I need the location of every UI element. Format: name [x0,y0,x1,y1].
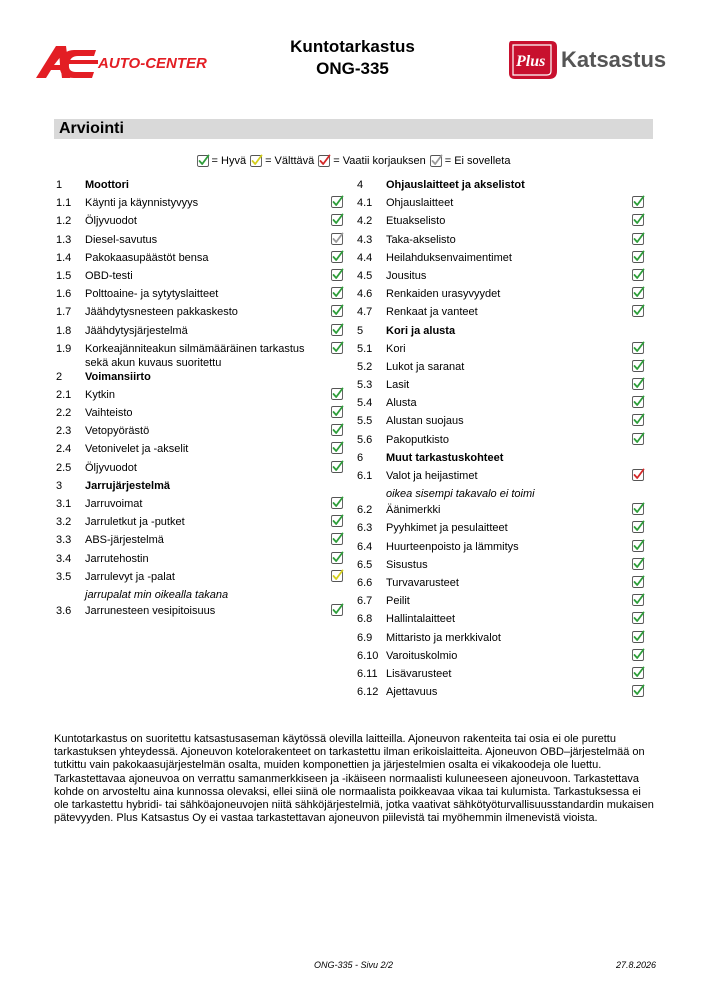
item-number: 1.2 [56,215,72,228]
item-label: Vetopyörästö [85,425,150,438]
category-label: Moottori [85,179,129,191]
checkbox-repair-icon [318,154,331,167]
item-number: 4.1 [357,197,373,210]
checkbox-good-icon [331,514,344,527]
item-label: Kytkin [85,388,115,401]
checklist-row [355,469,645,487]
status-checkbox [632,377,645,390]
page-title-line2: ONG-335 [316,59,389,78]
status-checkbox [331,405,344,418]
status-checkbox [331,551,344,564]
checkbox-good-icon [632,611,645,624]
section-title: Arviointi [59,120,124,137]
item-number: 6.8 [357,613,373,626]
status-checkbox [331,286,344,299]
item-label: Vaihteisto [85,407,133,420]
status-checkbox [331,195,344,208]
checklist-row [355,287,645,305]
checklist-row [54,515,344,533]
checkbox-repair-icon [632,468,645,481]
disclaimer-text: Kuntotarkastus on suoritettu katsastusaseman käytössä olevilla laitteilla. Ajoneuvon rakenteita tai osia ei ole purettu tarkastuksen yhteydessä. Ajoneuvon kotelorakenteet on tarkastettu ilman erikoislaitteita. Ajoneuvon OBD–järjestelmää on tutkittu vain pakokaasujärjestelmän osalta, muiden komponettien ja järjestelmien osalta ei vikakoodeja ole luettu. Tarkastettavaa ajoneuvoa on verrattu samanmerkkiseen ja -ikäiseen normaalisti kuluneeseen ajoneuvoon. Tarkastettava kohde on arvosteltu aina kunnossa olevaksi, ellei siinä ole normaalista poikkeavaa vikaa tai kulumista. Tarkastuksessa ei ole tarkastettu hybridi- tai sähköajoneuvojen niitä sähköjärjestelmiä, jotka vaativat sähkötyöturvallisuusstandardin mukaisen pätevyyden. Plus Katsastus Oy ei vastaa tarkastettavan ajoneuvon piilevistä tai myöhemmin ilmenevistä vioista. [54,733,654,825]
auto-center-logo [34,42,214,82]
checklist-row [355,233,645,251]
item-label: Jäähdytysjärjestelmä [85,324,188,337]
checkbox-fair-icon [331,569,344,582]
checklist-row [54,497,344,515]
category-row [54,178,344,196]
item-label: Sisustus [386,558,428,571]
checkbox-good-icon [632,213,645,226]
item-number: 4.7 [357,306,373,319]
item-number: 3.6 [56,604,72,617]
checklist-row [54,570,344,588]
item-label: Varoituskolmio [386,649,458,662]
checkbox-good-icon [632,684,645,697]
item-label: Valot ja heijastimet [386,470,478,482]
status-checkbox [331,232,344,245]
checklist-row [355,378,645,396]
checkbox-good-icon [197,154,210,167]
status-legend [54,154,653,170]
item-number: 5.4 [357,397,373,410]
category-label: Voimansiirto [85,370,151,383]
checkbox-good-icon [632,359,645,372]
footer-page-label: ONG-335 - Sivu 2/2 [313,960,394,970]
checklist-row [355,558,645,576]
item-label: Polttoaine- ja sytytyslaitteet [85,288,219,301]
item-number: 3.2 [56,516,72,529]
checklist-row [54,424,344,442]
status-checkbox [331,341,344,354]
item-number: 5.1 [357,342,373,355]
checkbox-good-icon [632,195,645,208]
checklist-row [355,342,645,360]
item-number: 4.5 [357,269,373,282]
checkbox-good-icon [632,432,645,445]
category-row [355,451,645,469]
category-row [355,324,645,342]
item-label: Öljyvuodot [85,215,137,228]
status-checkbox [331,213,344,226]
checklist-row [54,305,344,323]
legend-label: = Ei sovelleta [444,154,511,167]
checklist-row [355,540,645,558]
item-number: 6.2 [357,504,373,517]
note-row [355,487,645,503]
auto-center-logo-text: AUTO-CENTER [98,55,207,72]
item-label: Vetonivelet ja -akselit [85,443,189,456]
status-checkbox [632,213,645,226]
status-checkbox [331,460,344,473]
checkbox-good-icon [331,213,344,226]
footer-date: 27.8.2026 [615,960,656,970]
item-number: 2.3 [56,425,72,438]
item-label: Ajettavuus [386,686,438,699]
checklist-row [54,442,344,460]
item-number: 6.3 [357,522,373,535]
checkbox-good-icon [632,250,645,263]
item-number: 3.5 [56,570,72,583]
legend-label: = Vaatii korjauksen [333,154,426,167]
status-checkbox [632,250,645,263]
checkbox-fair-icon [250,154,263,167]
item-label: Taka-akselisto [386,233,456,246]
item-number: 3.4 [56,552,72,565]
item-label: Lukot ja saranat [386,360,465,373]
checklist-row [355,521,645,539]
item-label: Pakoputkisto [386,433,449,446]
checkbox-good-icon [632,395,645,408]
status-checkbox [632,468,645,481]
status-checkbox [331,532,344,545]
status-checkbox [632,520,645,533]
item-number: 5.6 [357,433,373,446]
status-checkbox [632,195,645,208]
checklist-row [54,552,344,570]
item-number: 6.11 [357,667,378,680]
checklist-row [54,196,344,214]
plus-badge-text: Plus [516,53,546,70]
checklist-row [54,406,344,424]
status-checkbox [331,268,344,281]
item-number: 5.3 [357,379,373,392]
status-checkbox [331,514,344,527]
item-label: Jarruvoimat [85,498,143,510]
item-label: Jousitus [386,269,427,282]
item-note: jarrupalat min oikealla takana [85,588,229,601]
legend-label: = Hyvä [211,154,247,167]
checklist-row [355,594,645,612]
item-number: 2.5 [56,461,72,474]
status-checkbox [331,250,344,263]
item-number: 6.6 [357,576,373,589]
item-label: Jarrulevyt ja -palat [85,570,175,583]
item-number: 3 [56,479,63,492]
checklist-row [54,604,344,622]
item-label: Huurteenpoisto ja lämmitys [386,540,519,553]
item-number: 4.2 [357,215,373,228]
checklist-row [54,533,344,551]
item-note: oikea sisempi takavalo ei toimi [386,488,535,501]
status-checkbox [632,268,645,281]
checkbox-good-icon [632,520,645,533]
checkbox-good-icon [331,460,344,473]
item-number: 1.9 [56,342,72,355]
item-number: 6 [357,451,364,464]
item-label: Lasit [386,379,410,392]
item-number: 1.5 [56,269,72,282]
checkbox-good-icon [331,286,344,299]
item-label: Jarrutehostin [85,552,149,565]
katsastus-logo-text: Katsastus [561,47,667,72]
checklist-row [54,251,344,269]
status-checkbox [331,603,344,616]
item-number: 1.6 [56,288,72,301]
checklist-row [355,396,645,414]
status-checkbox [331,423,344,436]
checkbox-good-icon [331,405,344,418]
status-checkbox [632,413,645,426]
checkbox-good-icon [632,539,645,552]
checklist-row [355,269,645,287]
checklist-row [355,612,645,630]
category-label: Kori ja alusta [386,324,456,337]
status-checkbox [632,666,645,679]
checklist-row [54,233,344,251]
checklist-row [355,414,645,432]
item-number: 3.3 [56,534,72,547]
checkbox-good-icon [632,304,645,317]
item-label: Pakokaasupäästöt bensa [85,251,209,264]
checkbox-good-icon [331,341,344,354]
status-checkbox [632,611,645,624]
item-number: 1.7 [56,306,72,319]
checklist-row [54,287,344,305]
checkbox-good-icon [331,551,344,564]
item-number: 6.10 [357,649,379,662]
checkbox-good-icon [632,648,645,661]
checklist-row [54,342,344,370]
legend-item-fair [250,154,314,167]
checkbox-good-icon [331,323,344,336]
page-title-line1: Kuntotarkastus [290,37,415,56]
item-label: Öljyvuodot [85,461,137,474]
checkbox-good-icon [632,341,645,354]
checklist-row [355,667,645,685]
checkbox-good-icon [632,575,645,588]
item-label: Jarrunesteen vesipitoisuus [85,604,216,617]
checkbox-good-icon [632,286,645,299]
checklist-row [54,461,344,479]
checklist-row [355,685,645,703]
status-checkbox [632,557,645,570]
checkbox-good-icon [632,666,645,679]
category-row [54,479,344,497]
item-number: 6.7 [357,595,373,608]
checkbox-good-icon [331,603,344,616]
status-checkbox [632,575,645,588]
checkbox-good-icon [632,557,645,570]
note-row [54,588,344,604]
category-label: Muut tarkastuskohteet [386,451,504,464]
checkbox-good-icon [632,593,645,606]
status-checkbox [331,496,344,509]
item-number: 4.6 [357,288,373,301]
status-checkbox [632,502,645,515]
item-label: Käynti ja käynnistyvyys [85,197,199,210]
status-checkbox [632,286,645,299]
status-checkbox [632,341,645,354]
item-label: Renkaiden urasyvyydet [386,288,501,301]
item-number: 4 [357,179,364,191]
item-label: Korkeajänniteakun silmämääräinen tarkastus sekä akun kuvaus suoritettu [85,342,305,369]
status-checkbox [632,304,645,317]
status-checkbox [331,441,344,454]
item-label: Turvavarusteet [386,576,459,589]
checklist-row [355,305,645,323]
checklist-row [355,649,645,667]
checklist-row [54,214,344,232]
item-number: 5.5 [357,415,373,428]
checkbox-good-icon [632,268,645,281]
checkbox-good-icon [331,304,344,317]
checkbox-good-icon [632,232,645,245]
item-label: Ohjauslaitteet [386,197,454,210]
checkbox-good-icon [632,413,645,426]
item-number: 5 [357,324,364,337]
item-number: 3.1 [56,498,72,510]
checklist-row [54,269,344,287]
status-checkbox [632,232,645,245]
legend-item-good [197,154,247,167]
item-label: Lisävarusteet [386,667,452,680]
item-label: Alustan suojaus [386,415,464,428]
checkbox-na-icon [430,154,443,167]
checklist-row [54,324,344,342]
status-checkbox [632,648,645,661]
item-number: 5.2 [357,360,373,373]
item-label: Jarruletkut ja -putket [85,516,185,529]
legend-label: = Välttävä [265,154,315,167]
checklist-row [54,388,344,406]
legend-item-repair [318,154,425,167]
item-label: Pyyhkimet ja pesulaitteet [386,522,508,535]
checklist-row [355,196,645,214]
item-label: Alusta [386,397,417,410]
item-label: Etuakselisto [386,215,446,228]
left-checklist-column [54,178,344,622]
item-label: Heilahduksenvaimentimet [386,251,512,264]
item-label: OBD-testi [85,269,133,282]
item-label: Diesel-savutus [85,233,158,246]
checkbox-good-icon [331,423,344,436]
checkbox-good-icon [331,387,344,400]
item-number: 6.1 [357,470,373,482]
checkbox-good-icon [331,441,344,454]
category-label: Ohjauslaitteet ja akselistot [386,179,525,191]
item-number: 6.5 [357,558,373,571]
checklist-row [355,251,645,269]
item-number: 6.4 [357,540,373,553]
status-checkbox [331,387,344,400]
status-checkbox [632,359,645,372]
checkbox-good-icon [331,532,344,545]
plus-katsastus-logo [507,37,677,81]
item-number: 6.12 [357,686,379,699]
checklist-row [355,360,645,378]
item-label: ABS-järjestelmä [85,534,164,547]
item-number: 1 [56,179,63,191]
checklist-row [355,214,645,232]
item-number: 6.9 [357,631,373,644]
category-row [355,178,645,196]
right-checklist-column [355,178,645,703]
item-label: Renkaat ja vanteet [386,306,478,319]
item-label: Mittaristo ja merkkivalot [386,631,501,644]
category-row [54,370,344,388]
checkbox-good-icon [632,502,645,515]
item-number: 4.3 [357,233,373,246]
section-header-bar [54,119,653,139]
page-title [250,36,455,80]
status-checkbox [632,395,645,408]
item-label: Peilit [386,595,410,608]
checkbox-good-icon [632,630,645,643]
status-checkbox [632,630,645,643]
item-number: 1.3 [56,233,72,246]
checkbox-good-icon [331,496,344,509]
checkbox-good-icon [331,195,344,208]
item-number: 2.4 [56,443,72,456]
checklist-row [355,576,645,594]
status-checkbox [632,539,645,552]
checkbox-good-icon [331,268,344,281]
item-label: Äänimerkki [386,504,441,517]
checklist-row [355,433,645,451]
item-number: 1.1 [56,197,72,210]
checkbox-good-icon [331,250,344,263]
checkbox-na-icon [331,232,344,245]
checklist-row [355,503,645,521]
status-checkbox [331,304,344,317]
item-label: Jäähdytysnesteen pakkaskesto [85,306,238,319]
legend-item-na [430,154,511,167]
item-number: 2.1 [56,388,72,401]
status-checkbox [632,593,645,606]
item-number: 1.8 [56,324,72,337]
checkbox-good-icon [632,377,645,390]
status-checkbox [331,323,344,336]
item-label: Kori [386,342,406,355]
status-checkbox [632,684,645,697]
item-number: 2.2 [56,407,72,420]
category-label: Jarrujärjestelmä [85,479,170,492]
item-number: 2 [56,370,63,383]
checklist-row [355,631,645,649]
status-checkbox [331,569,344,582]
status-checkbox [632,432,645,445]
item-number: 4.4 [357,251,373,264]
item-number: 1.4 [56,251,72,264]
item-label: Hallintalaitteet [386,613,456,626]
